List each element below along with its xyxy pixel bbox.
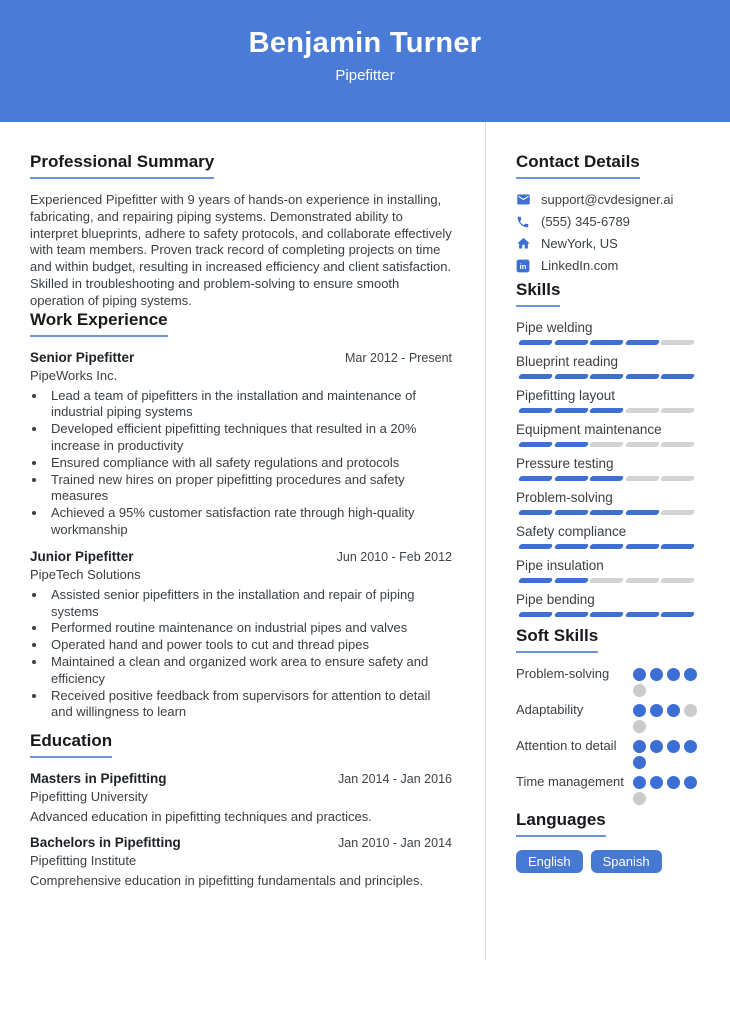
degree-entry [30,771,452,826]
skill-segment-filled [518,408,553,413]
contact-item-text: LinkedIn.com [541,258,619,273]
skill-level-bar [516,476,697,481]
skill-segment-filled [589,374,624,379]
bullet-item: • Received positive feedback from supervisors for attention to detail and willingness to learn [47,688,452,722]
rating-dot-filled [684,668,697,681]
skill-segment-empty [625,476,660,481]
skill-name: Pipe welding [516,320,593,335]
skill-level-bar [516,578,697,583]
rating-dot-filled [667,668,680,681]
contact-item [516,236,697,251]
skill-segment-filled [518,510,553,515]
rating-dot-empty [684,704,697,717]
summary-heading: Professional Summary [30,152,214,179]
rating-dot-filled [650,704,663,717]
soft-skills-heading: Soft Skills [516,626,598,653]
skill-segment-filled [518,476,553,481]
skill-level-bar [516,408,697,413]
skill-segment-empty [660,340,695,345]
skill-item [516,354,697,379]
education-heading: Education [30,731,112,758]
skill-segment-empty [660,476,695,481]
rating-dot-filled [633,756,646,769]
rating-dot-filled [667,740,680,753]
rating-dot-empty [633,720,646,733]
skill-segment-filled [589,408,624,413]
skill-level-bar [516,340,697,345]
skill-item [516,456,697,481]
bullet-item: • Assisted senior pipefitters in the installation and repair of piping systems [47,587,452,621]
skill-name: Pipe bending [516,592,595,607]
soft-skill-name: Attention to detail [516,738,617,753]
skill-segment-filled [625,340,660,345]
skill-segment-filled [625,544,660,549]
skill-segment-filled [518,442,553,447]
candidate-name: Benjamin Turner [248,27,482,59]
contact-list [516,192,697,273]
skill-level-bar [516,442,697,447]
skill-segment-filled [553,510,588,515]
skill-name: Pipefitting layout [516,388,616,403]
skill-item [516,558,697,583]
rating-dot-empty [633,684,646,697]
skill-item [516,490,697,515]
skill-segment-filled [589,612,624,617]
skill-name: Pipe insulation [516,558,604,573]
soft-skill-item [516,702,697,733]
skill-item [516,592,697,617]
skill-segment-filled [553,374,588,379]
skill-level-bar [516,612,697,617]
contact-heading: Contact Details [516,152,640,179]
rating-dot-filled [684,740,697,753]
job-entry [30,549,452,721]
rating-dot-filled [667,704,680,717]
language-pill[interactable]: English [516,850,583,873]
bullet-item: • Ensured compliance with all safety regulations and protocols [47,455,452,472]
phone-icon [516,214,531,229]
rating-dot-filled [633,668,646,681]
degree-header-row [30,771,452,786]
skill-segment-filled [589,476,624,481]
email-icon [516,192,531,207]
skill-segment-filled [660,374,695,379]
bullet-item: • Trained new hires on proper pipefitting procedures and safety measures [47,472,452,506]
skill-segment-empty [625,408,660,413]
jobs-list [30,350,452,722]
skill-name: Pressure testing [516,456,614,471]
skill-segment-filled [553,408,588,413]
skill-segment-filled [518,340,553,345]
degree-entry [30,835,452,890]
rating-dot-filled [667,776,680,789]
soft-skill-rating [633,666,697,697]
rating-dot-filled [650,740,663,753]
rating-dot-filled [633,704,646,717]
degree-school: Pipefitting Institute [30,852,137,868]
contact-item [516,214,697,229]
skill-item [516,524,697,549]
sidebar-column [485,122,730,899]
soft-skill-rating [633,702,697,733]
language-pill[interactable]: Spanish [591,850,662,873]
degree-school: Pipefitting University [30,789,148,805]
skill-segment-empty [660,578,695,583]
skill-segment-empty [660,408,695,413]
svg-text:in: in [519,261,527,271]
job-company: PipeWorks Inc. [30,367,118,383]
main-column [0,122,485,899]
soft-skill-rating [633,738,697,769]
skill-segment-filled [660,612,695,617]
candidate-role: Pipefitter [335,67,395,84]
soft-skill-rating [633,774,697,805]
skill-segment-filled [625,510,660,515]
languages-list [516,850,697,873]
skill-item [516,320,697,345]
resume-body [0,122,730,899]
skill-segment-filled [553,442,588,447]
soft-skill-item [516,738,697,769]
skill-level-bar [516,510,697,515]
summary-text: Experienced Pipefitter with 9 years of hands-on experience in installing, fabricating, and repairing piping systems. Demonstrated ability to interpret blueprints, adhere to safety protocols, and collaborate effectively with team members. Proven track record of completing projects on time and within budget, resulting in increased efficiency and client satisfaction. Skilled in troubleshooting and problem-solving to ensure smooth operation of piping systems. [30,192,452,308]
job-bullets [30,388,452,539]
skill-segment-filled [589,340,624,345]
skill-segment-filled [660,544,695,549]
soft-skill-item [516,666,697,697]
skill-level-bar [516,374,697,379]
rating-dot-filled [633,776,646,789]
skills-list [516,320,697,617]
contact-item[interactable] [516,258,697,273]
bullet-item: • Lead a team of pipefitters in the installation and maintenance of industrial piping systems [47,388,452,422]
skill-segment-filled [553,578,588,583]
skill-segment-empty [625,578,660,583]
soft-skill-item [516,774,697,805]
skill-segment-empty [589,578,624,583]
skill-name: Safety compliance [516,524,627,539]
column-divider [485,122,486,960]
soft-skills-list [516,666,697,805]
skill-segment-filled [589,544,624,549]
soft-skill-name: Time management [516,774,624,789]
skill-segment-filled [553,476,588,481]
job-title: Senior Pipefitter [30,349,135,365]
skill-segment-filled [553,544,588,549]
job-title: Junior Pipefitter [30,548,134,564]
skill-segment-filled [625,612,660,617]
skill-segment-filled [518,374,553,379]
skill-item [516,388,697,413]
degree-description: Comprehensive education in pipefitting fundamentals and principles. [30,872,424,888]
skills-heading: Skills [516,280,560,307]
job-header-row [30,549,452,564]
skill-segment-filled [589,510,624,515]
soft-skill-name: Adaptability [516,702,584,717]
degree-dates: Jan 2010 - Jan 2014 [338,835,452,850]
soft-skill-name: Problem-solving [516,666,610,681]
resume-header [0,0,730,122]
degrees-list [30,771,452,890]
skill-segment-empty [660,510,695,515]
skill-segment-filled [553,612,588,617]
bullet-item: • Maintained a clean and organized work area to ensure safety and efficiency [47,654,452,688]
bullet-item: • Achieved a 95% customer satisfaction rate through high-quality workmanship [47,505,452,539]
job-bullets [30,587,452,721]
languages-heading: Languages [516,810,606,837]
contact-item-text: NewYork, US [541,236,618,251]
rating-dot-filled [684,776,697,789]
skill-segment-filled [553,340,588,345]
skill-name: Blueprint reading [516,354,619,369]
job-header-row [30,350,452,365]
skill-name: Equipment maintenance [516,422,662,437]
experience-heading: Work Experience [30,310,168,337]
skill-segment-filled [518,612,553,617]
bullet-item: • Operated hand and power tools to cut and thread pipes [47,637,452,654]
skill-segment-filled [518,544,553,549]
home-icon [516,236,531,251]
skill-level-bar [516,544,697,549]
skill-segment-empty [660,442,695,447]
degree-description: Advanced education in pipefitting techniques and practices. [30,809,372,825]
rating-dot-empty [633,792,646,805]
skill-segment-filled [625,374,660,379]
contact-item-text: support@cvdesigner.ai [541,192,674,207]
skill-segment-empty [589,442,624,447]
skill-item [516,422,697,447]
skill-name: Problem-solving [516,490,613,505]
rating-dot-filled [650,668,663,681]
skill-segment-empty [625,442,660,447]
bullet-item: • Developed efficient pipefitting techniques that resulted in a 20% increase in productivity [47,421,452,455]
linkedin-icon [516,258,531,273]
contact-item-text: (555) 345-6789 [541,214,630,229]
rating-dot-filled [650,776,663,789]
contact-item[interactable] [516,192,697,207]
job-dates: Mar 2012 - Present [345,350,452,365]
bullet-item: • Performed routine maintenance on industrial pipes and valves [47,620,452,637]
job-entry [30,350,452,539]
degree-dates: Jan 2014 - Jan 2016 [338,772,452,787]
rating-dot-filled [633,740,646,753]
job-dates: Jun 2010 - Feb 2012 [336,549,452,564]
degree-title: Masters in Pipefitting [30,771,167,787]
degree-title: Bachelors in Pipefitting [30,834,181,850]
job-company: PipeTech Solutions [30,566,141,582]
degree-header-row [30,835,452,850]
skill-segment-filled [518,578,553,583]
